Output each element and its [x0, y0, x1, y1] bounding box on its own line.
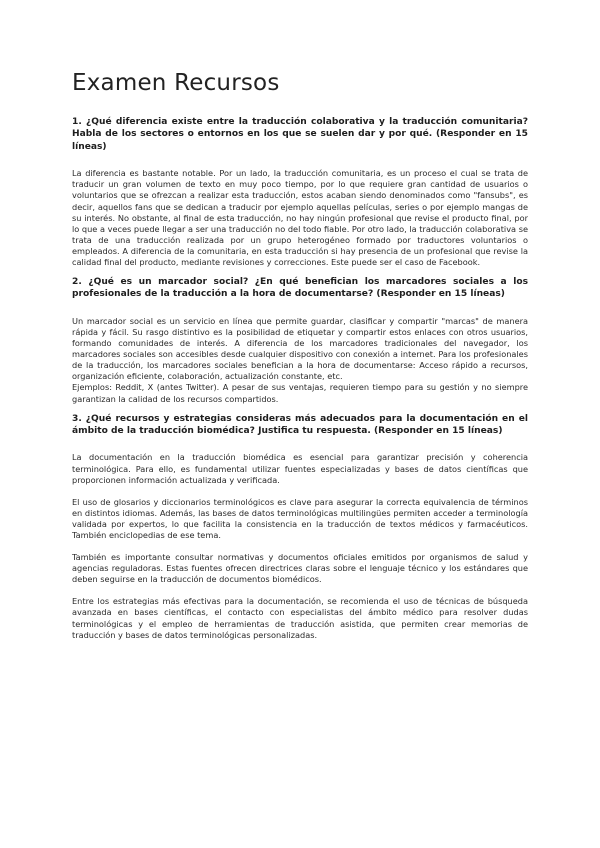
answer-3-paragraph-2: El uso de glosarios y diccionarios terminológicos es clave para asegurar la correcta equivalencia de términos en distintos idiomas. Además, las bases de datos terminológicas multilingües permiten acceder a terminología validada por expertos, lo que facilita la consistencia en la traducción de textos médicos y farmacéuticos. También enciclopedias de ese tema.: [72, 496, 528, 540]
section-1: [72, 116, 528, 268]
answer-3-paragraph-3: También es importante consultar normativas y documentos oficiales emitidos por organismos de salud y agencias reguladoras. Estas fuentes ofrecen directrices claras sobre el lenguaje técnico y los estándares que deben seguirse en la traducción de documentos biomédicos.: [72, 552, 528, 585]
section-3: [72, 413, 528, 641]
section-2: [72, 276, 528, 405]
answer-2-paragraph-2: Ejemplos: Reddit, X (antes Twitter). A pesar de sus ventajas, requieren tiempo para su gestión y no siempre garantizan la calidad de los recursos compartidos.: [72, 382, 528, 404]
question-2: 2. ¿Qué es un marcador social? ¿En qué benefician los marcadores sociales a los profesionales de la traducción a la hora de documentarse? (Responder en 15 líneas): [72, 277, 528, 300]
answer-1-paragraph-1: La diferencia es bastante notable. Por un lado, la traducción comunitaria, es un proceso el cual se trata de traducir un gran volumen de texto en muy poco tiempo, por lo que requiere gran cantidad de usuarios o voluntarios que se ofrezcan a realizar esta traducción, estos acaban siendo denominados como "fansubs", es decir, aquellos fans que se dedican a traducir por ejemplo aquellas películas, series o por ejemplo mangas de su interés. No obstante, al final de esta traducción, no hay ningún profesional que revise el producto final, por lo que a veces puede llegar a ser una traducción no del todo fiable. Por otro lado, la traducción colaborativa se trata de una traducción realizada por un grupo heterogéneo formado por traductores voluntarios o empleados. A diferencia de la comunitaria, en esta traducción si hay presencia de un profesional que revise la calidad final del producto, mediante revisiones y correcciones. Este puede ser el caso de Facebook.: [72, 168, 528, 267]
answer-3-paragraph-4: Entre los estrategias más efectivas para la documentación, se recomienda el uso de técnicas de búsqueda avanzada en bases científicas, el contacto con especialistas del ámbito médico para resolver dudas terminológicas y el empleo de herramientas de traducción asistida, que permiten crear memorias de traducción y bases de datos terminológicas personalizadas.: [72, 596, 528, 640]
answer-2-paragraph-1: Un marcador social es un servicio en línea que permite guardar, clasificar y compartir "marcas" de manera rápida y fácil. Su rasgo distintivo es la posibilidad de etiquetar y compartir estos enlaces con otros usuarios, formando comunidades de interés. A diferencia de los marcadores tradicionales del navegador, los marcadores sociales son accesibles desde cualquier dispositivo con conexión a internet. Para los profesionales de la traducción, los marcadores sociales benefician a la hora de documentarse: Acceso rápido a recursos, organización eficiente, colaboración, actualización constante, etc.: [72, 315, 528, 382]
question-3: 3. ¿Qué recursos y estrategias consideras más adecuados para la documentación en el ámbito de la traducción biomédica? Justifica tu respuesta. (Responder en 15 líneas): [72, 413, 528, 437]
question-1: 1. ¿Qué diferencia existe entre la traducción colaborativa y la traducción comunitaria? Habla de los sectores o entornos en los que se suelen dar y por qué. (Responder en 15 líneas): [72, 117, 528, 152]
answer-3-paragraph-1: La documentación en la traducción biomédica es esencial para garantizar precisión y coherencia terminológica. Para ello, es fundamental utilizar fuentes especializadas y bases de datos científicas que proporcionen información actualizada y verificada.: [72, 452, 528, 485]
page-title: Examen Recursos: [72, 70, 280, 96]
